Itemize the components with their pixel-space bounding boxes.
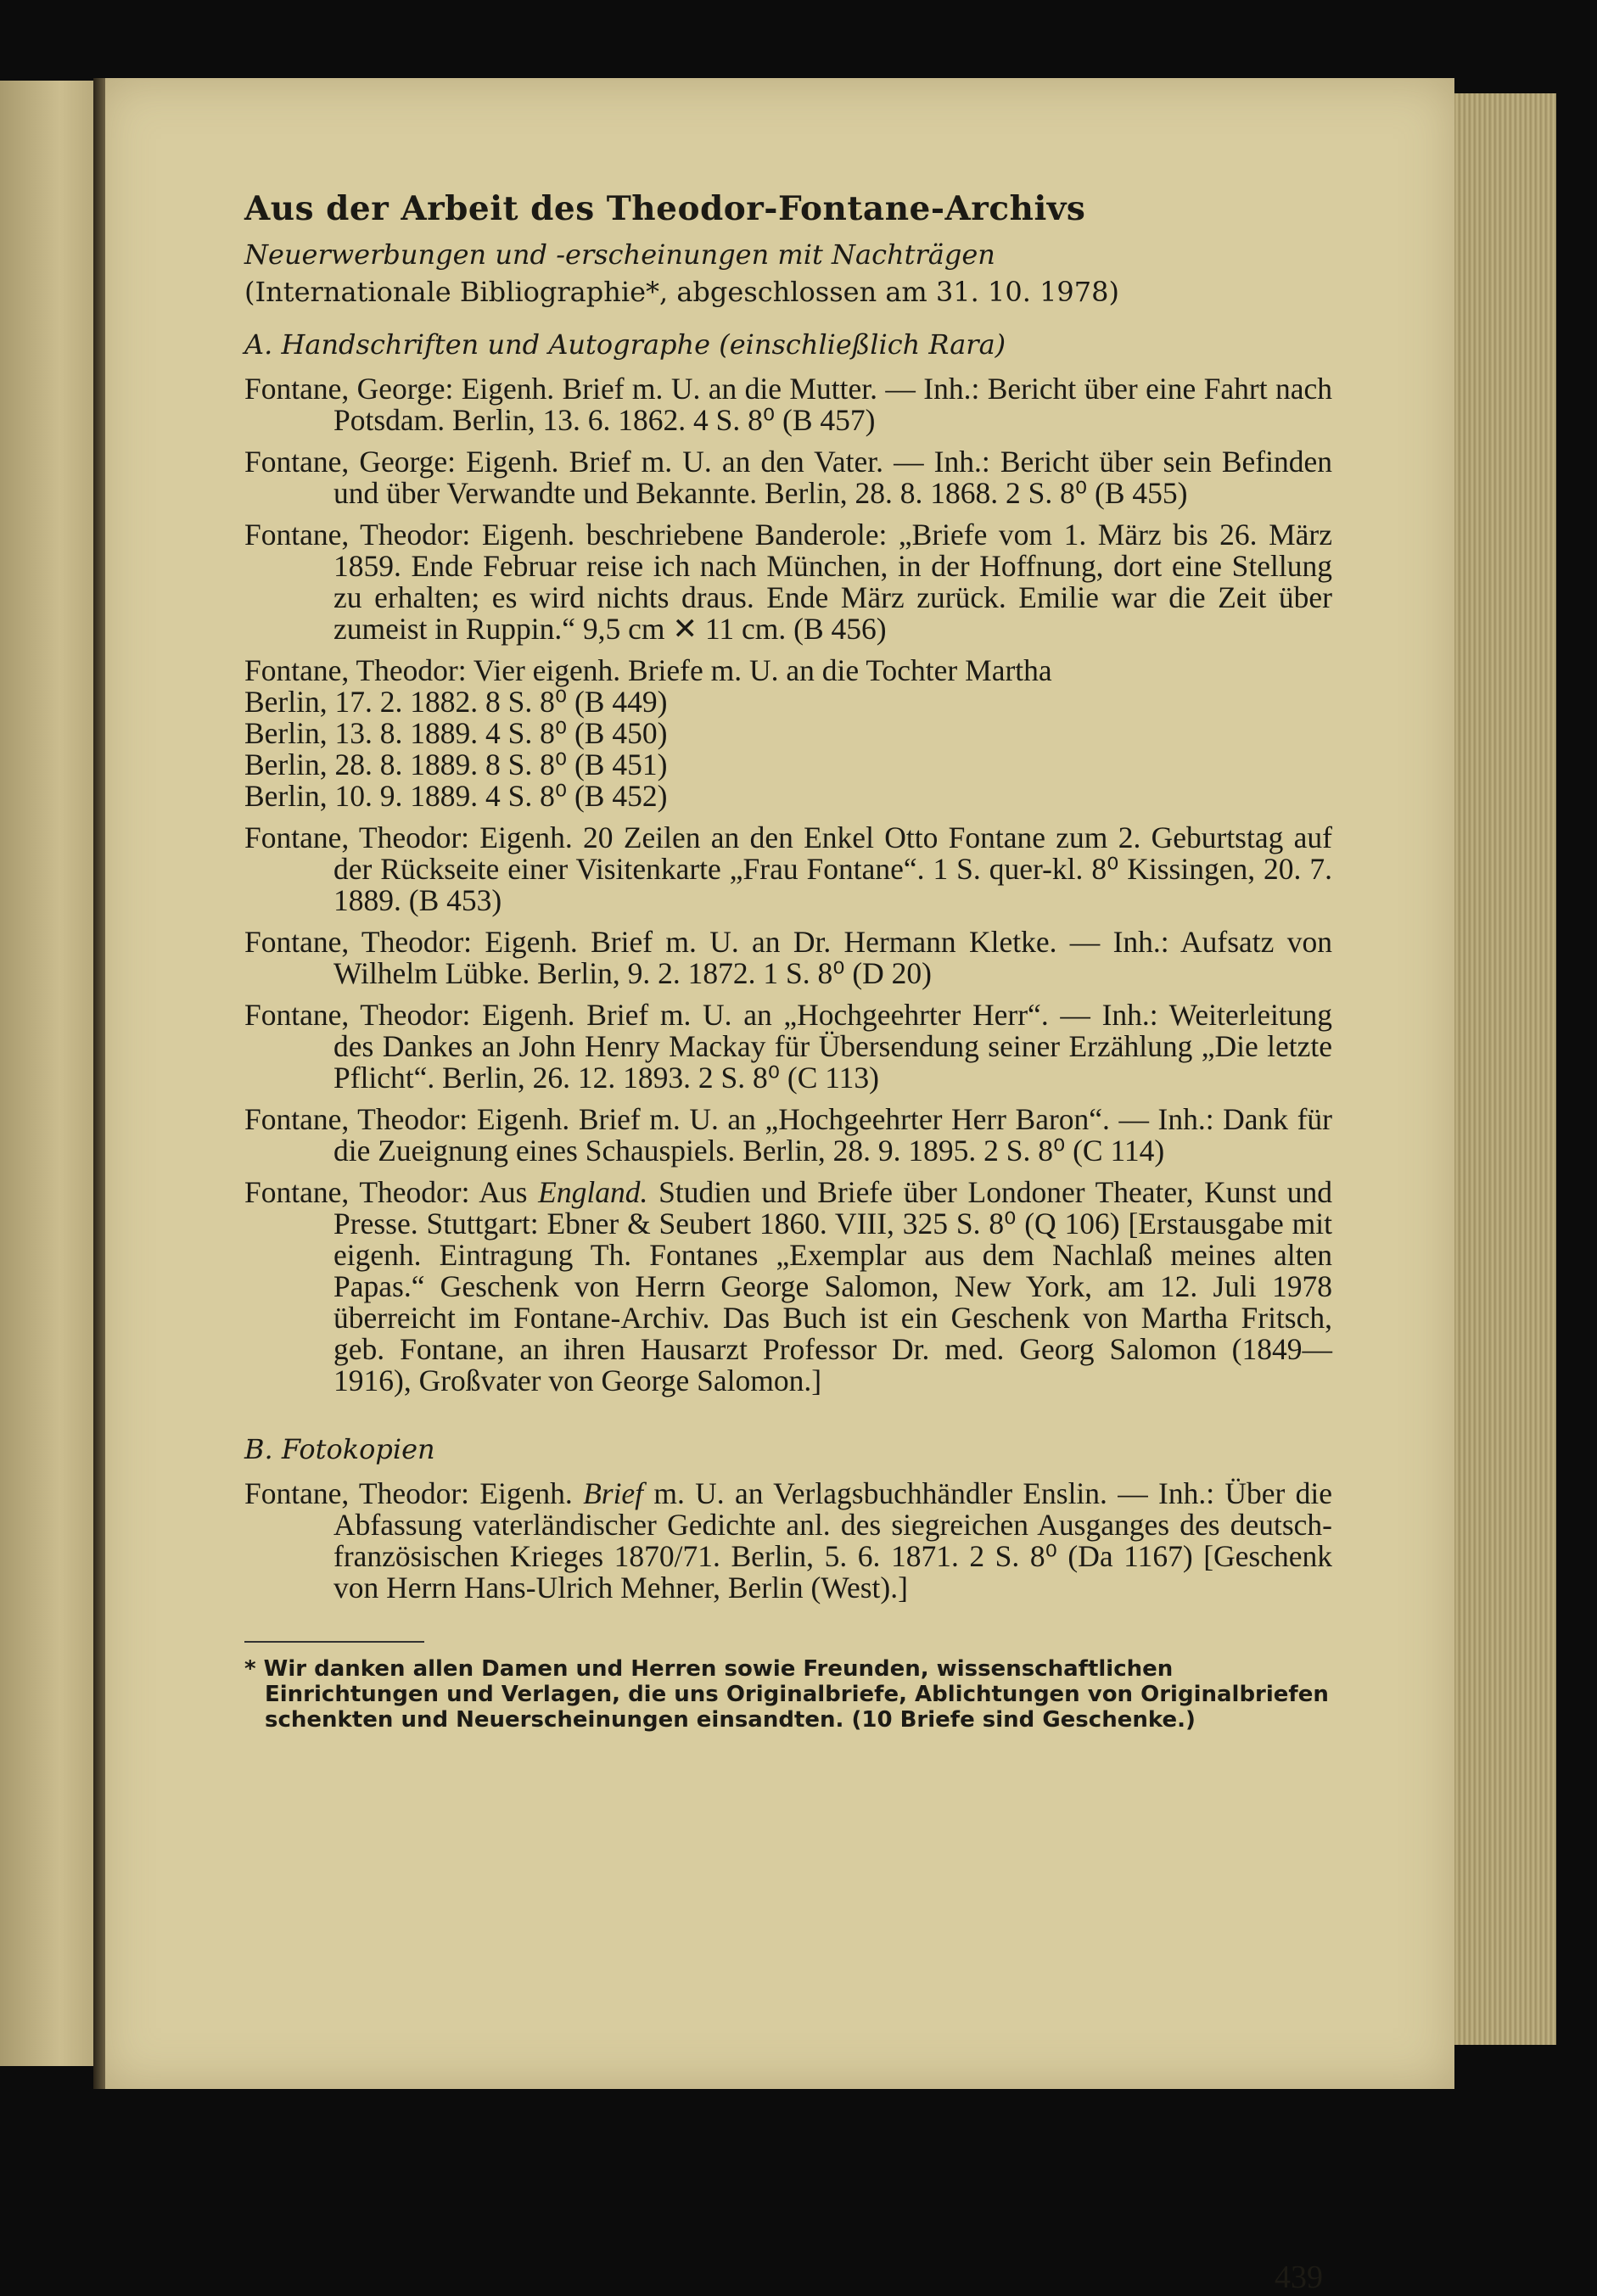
entry-line: Berlin, 13. 8. 1889. 4 S. 8⁰ (B 450) xyxy=(244,716,668,750)
entry-text: Fontane, Theodor: Eigenh. xyxy=(244,1476,584,1510)
list-item: Fontane, Theodor: Eigenh. 20 Zeilen an den Enkel Otto Fontane zum 2. Geburtstag auf der Rückseite einer Visitenkarte „Frau Fontane“. 1 S. quer-kl. 8⁰ Kissingen, 20. 7. 1889. (B 453) xyxy=(244,820,1332,917)
page-title: Aus der Arbeit des Theodor-Fontane-Archivs xyxy=(244,189,1086,228)
entry-text: m. U. an Verlagsbuchhändler Enslin. — Inh.: Über die Abfassung vaterländischer Gedichte anl. des siegreichen Ausganges des deutsch-französischen Krieges 1870/71. Berlin, 5. 6. 1871. 2 S. 8⁰ (Da 1167) [Geschenk von Herrn Hans-Ulrich Mehner, Berlin (West).] xyxy=(333,1476,1332,1604)
facing-page-edge xyxy=(0,81,100,2066)
page-number: 439 xyxy=(1275,2260,1323,2295)
footnote-rule xyxy=(244,1641,424,1643)
entry-italic: Brief xyxy=(583,1476,644,1510)
entry-text: Fontane, Theodor: Aus xyxy=(244,1175,539,1209)
entry-line: Berlin, 17. 2. 1882. 8 S. 8⁰ (B 449) xyxy=(244,685,668,719)
section-b-heading: B. Fotokopien xyxy=(244,1433,435,1465)
entry-line: Berlin, 28. 8. 1889. 8 S. 8⁰ (B 451) xyxy=(244,748,668,781)
entry-text: Studien und Briefe über Londoner Theater, Kunst und Presse. Stuttgart: Ebner & Seubert 1860. VIII, 325 S. 8⁰ (Q 106) [Erstausgabe mit eigenh. Eintragung Th. Fontanes „Exemplar aus dem Nachlaß meines alten Papas.“ Geschenk von Herrn George Salomon, New York, am 12. Juli 1978 überreicht im Fontane-Archiv. Das Buch ist ein Geschenk von Martha Fritsch, geb. Fontane, an ihren Hausarzt Professor Dr. med. Georg Salomon (1849—1916), Großvater von George Salomon.] xyxy=(333,1175,1332,1397)
subtitle: Neuerwerbungen und -erscheinungen mit Nachträgen xyxy=(244,238,995,271)
list-item: Fontane, George: Eigenh. Brief m. U. an den Vater. — Inh.: Bericht über sein Befinden und über Verwandte und Bekannte. Berlin, 28. 8. 1868. 2 S. 8⁰ (B 455) xyxy=(244,445,1332,510)
section-a-heading: A. Handschriften und Autographe (einschließlich Rara) xyxy=(244,328,1006,361)
list-item-fotokopie xyxy=(244,1478,1332,1604)
list-item: Fontane, Theodor: Eigenh. Brief m. U. an „Hochgeehrter Herr“. — Inh.: Weiterleitung des Dankes an John Henry Mackay für Übersendung seiner Erzählung „Die letzte Pflicht“. Berlin, 26. 12. 1893. 2 S. 8⁰ (C 113) xyxy=(244,998,1332,1095)
book-gutter xyxy=(93,78,105,2089)
list-item: Fontane, George: Eigenh. Brief m. U. an die Mutter. — Inh.: Bericht über eine Fahrt nach Potsdam. Berlin, 13. 6. 1862. 4 S. 8⁰ (B 457) xyxy=(244,372,1332,437)
list-item: Fontane, Theodor: Eigenh. beschriebene Banderole: „Briefe vom 1. März bis 26. März 1859. Ende Februar reise ich nach München, in der Hoffnung, dort eine Stellung zu erhalten; es wird nichts draus. Ende März zurück. Emilie war die Zeit über zumeist in Ruppin.“ 9,5 cm ✕ 11 cm. (B 456) xyxy=(244,518,1332,646)
list-item: Fontane, Theodor: Eigenh. Brief m. U. an „Hochgeehrter Herr Baron“. — Inh.: Dank für die Zueignung eines Schauspiels. Berlin, 28. 9. 1895. 2 S. 8⁰ (C 114) xyxy=(244,1102,1332,1168)
list-item: Fontane, Theodor: Eigenh. Brief m. U. an Dr. Hermann Kletke. — Inh.: Aufsatz von Wilhelm Lübke. Berlin, 9. 2. 1872. 1 S. 8⁰ (D 20) xyxy=(244,925,1332,990)
page-content xyxy=(244,188,1332,1733)
subtitle-note: (Internationale Bibliographie*, abgeschlossen am 31. 10. 1978) xyxy=(244,276,1119,308)
list-item-martha xyxy=(244,655,1332,812)
footnote: * Wir danken allen Damen und Herren sowie Freunden, wissenschaftlichen Einrichtungen und Verlagen, die uns Originalbriefe, Ablichtungen von Originalbriefen schenkten und Neuerscheinungen einsandten. (10 Briefe sind Geschenke.) xyxy=(244,1656,1329,1733)
list-item-england xyxy=(244,1177,1332,1397)
page-stack-edge xyxy=(1454,93,1556,2045)
entry-line: Berlin, 10. 9. 1889. 4 S. 8⁰ (B 452) xyxy=(244,779,668,813)
entry-italic: England. xyxy=(538,1175,648,1209)
entry-head: Fontane, Theodor: Vier eigenh. Briefe m. U. an die Tochter Martha xyxy=(244,653,1052,687)
